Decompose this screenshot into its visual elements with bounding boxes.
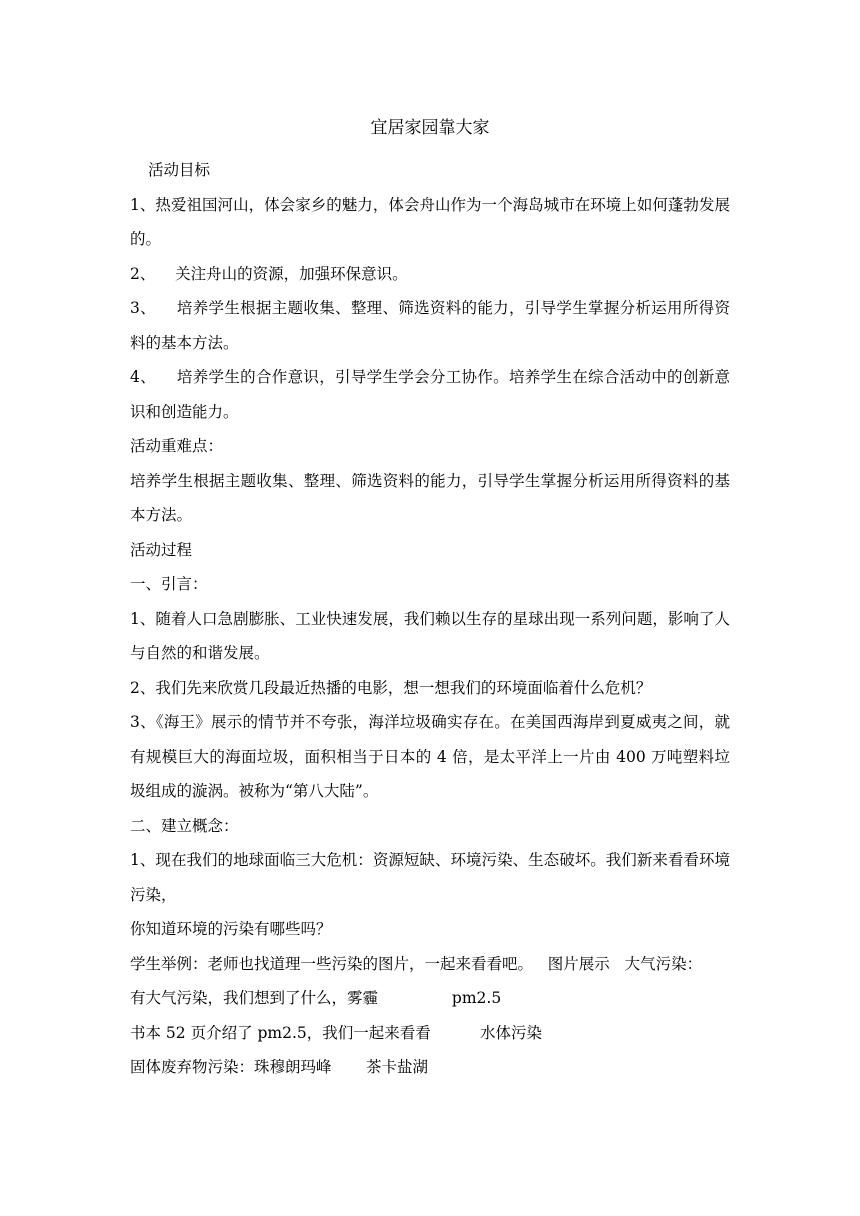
section-heading-process: 活动过程 xyxy=(130,540,193,559)
document-title: 宜居家园靠大家 xyxy=(370,118,490,138)
concept-item-1: 1、现在我们的地球面临三大危机：资源短缺、环境污染、生态破坏。我们新来看看环境污染， xyxy=(130,851,730,904)
solid-waste-line: 固体废弃物污染：珠穆朗玛峰 茶卡盐湖 xyxy=(130,1058,428,1076)
goal-item-1: 1、热爱祖国河山，体会家乡的魅力，体会舟山作为一个海岛城市在环境上如何蓬勃发展的。 xyxy=(130,195,730,248)
intro-item-2: 2、我们先来欣赏几段最近热播的电影，想一想我们的环境面临着什么危机？ xyxy=(130,678,652,697)
intro-item-1: 1、随着人口急剧膨胀、工业快速发展，我们赖以生存的星球出现一系列问题，影响了人与自然的和谐发展。 xyxy=(130,609,730,662)
section-heading-key-points: 活动重难点： xyxy=(130,437,224,455)
goal-item-4: 4、 培养学生的合作意识，引导学生学会分工协作。培养学生在综合活动中的创新意识和创造能力。 xyxy=(130,368,730,421)
concept-question: 你知道环境的污染有哪些吗？ xyxy=(130,920,332,938)
student-examples: 学生举例：老师也找道理一些污染的图片，一起来看看吧。 图片展示 大气污染： xyxy=(130,954,703,973)
subsection-concepts: 二、建立概念： xyxy=(130,816,239,835)
subsection-introduction: 一、引言： xyxy=(130,575,208,593)
intro-item-3: 3、《海王》展示的情节并不夸张，海洋垃圾确实存在。在美国西海岸到夏威夷之间，就有规模巨大的海面垃圾，面积相当于日本的 4 倍，是太平洋上一片由 400 万吨塑料垃圾组成的漩涡。被称为“第八大陆”。 xyxy=(130,713,730,800)
goal-item-3: 3、 培养学生根据主题收集、整理、筛选资料的能力，引导学生掌握分析运用所得资料的基本方法。 xyxy=(130,299,730,352)
section-heading-goals: 活动目标 xyxy=(148,161,211,179)
goal-item-2: 2、 关注舟山的资源，加强环保意识。 xyxy=(130,264,408,283)
document-body xyxy=(130,153,730,1085)
textbook-line: 书本 52 页介绍了 pm2.5，我们一起来看看 水体污染 xyxy=(130,1023,543,1042)
key-points-text: 培养学生根据主题收集、整理、筛选资料的能力，引导学生掌握分析运用所得资料的基本方法。 xyxy=(130,471,730,524)
air-pollution-line: 有大气污染，我们想到了什么，雾霾 pm2.5 xyxy=(130,989,502,1007)
